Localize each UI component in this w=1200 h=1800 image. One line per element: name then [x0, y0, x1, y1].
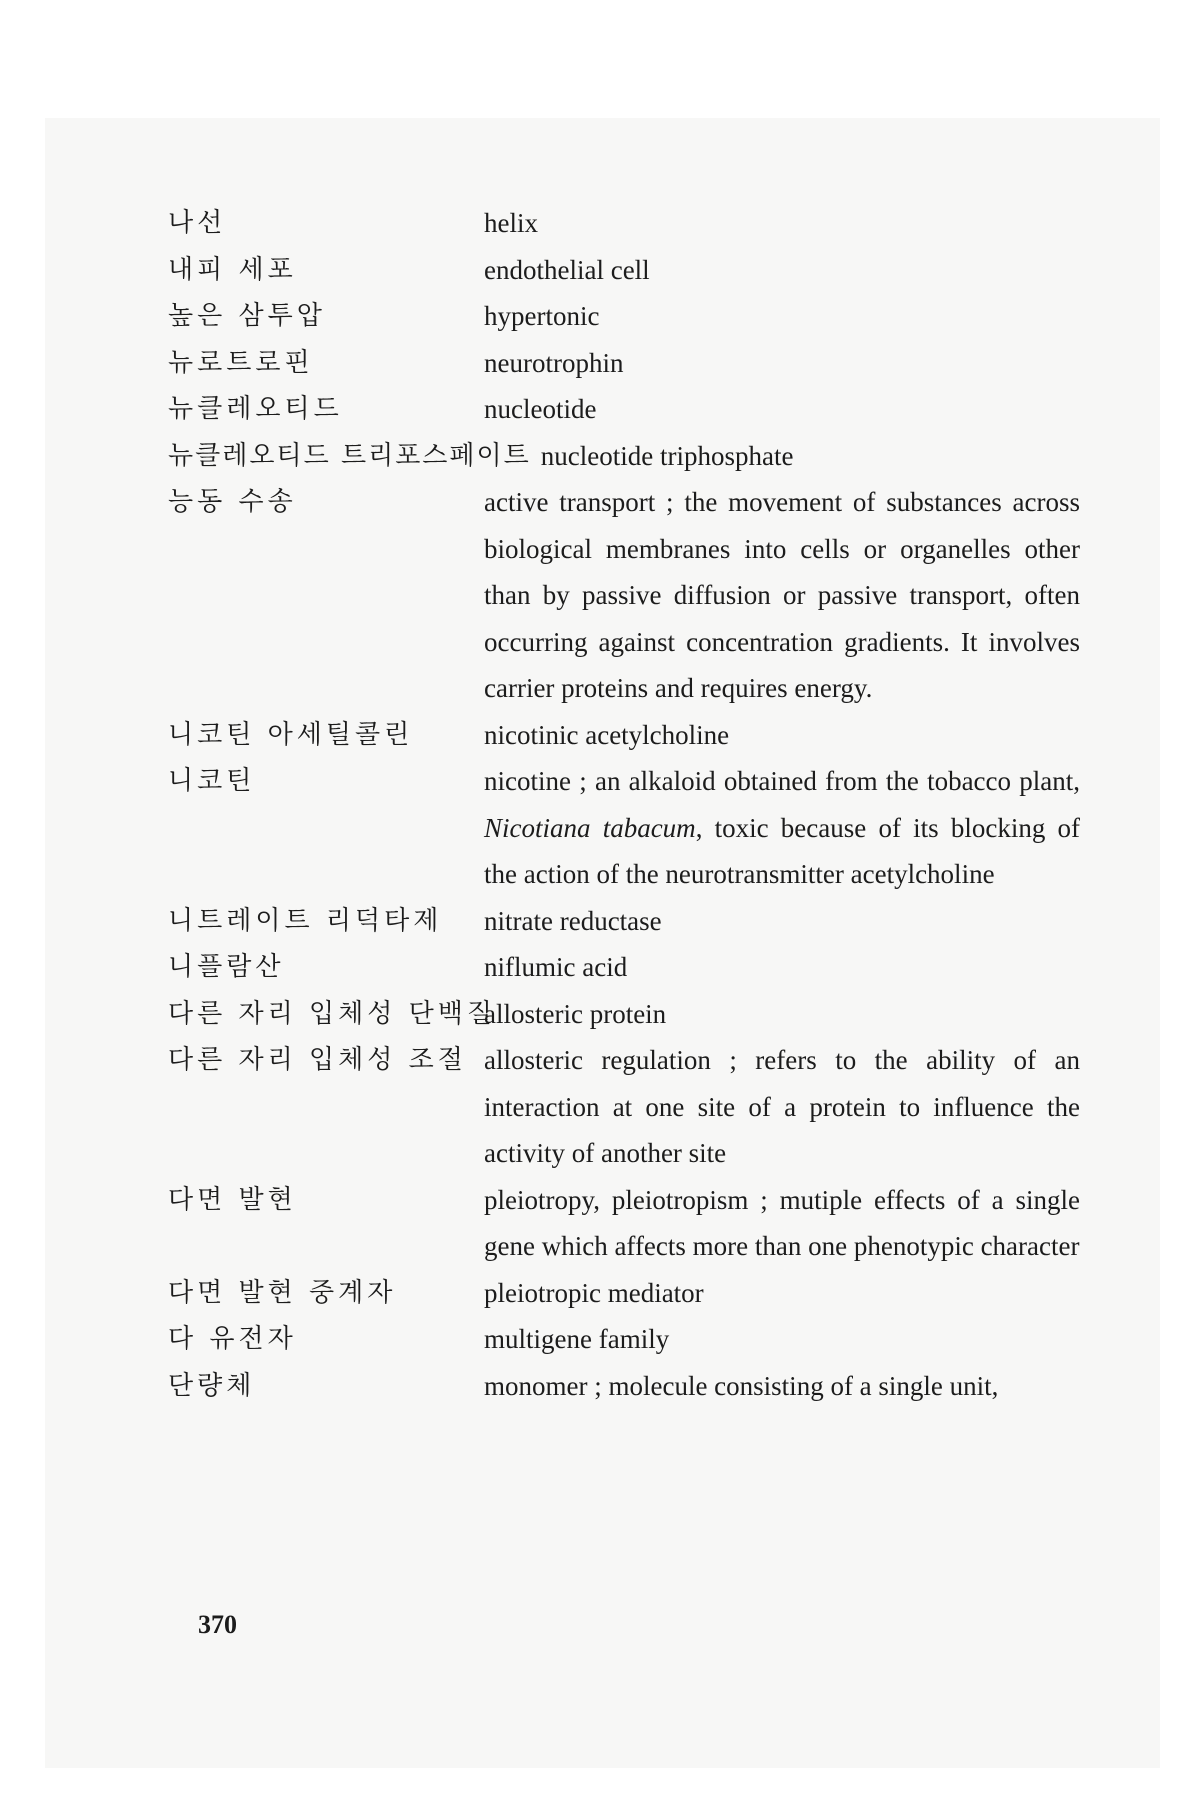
glossary-entry	[168, 200, 1080, 247]
glossary-entry	[168, 1270, 1080, 1317]
term-definition: multigene family	[484, 1324, 670, 1354]
term-korean: 나선	[168, 208, 227, 238]
term-definition: endothelial cell	[484, 254, 650, 285]
term-definition: hypertonic	[484, 301, 600, 331]
term-definition: monomer ; molecule consisting of a single unit,	[484, 1370, 999, 1401]
term-definition: neurotrophin	[484, 347, 624, 378]
term-korean: 다른 자리 입체성 단백질	[168, 998, 496, 1029]
definition-text: , toxic because of its blocking of the action of the neurotransmitter acetylcholine	[484, 812, 1080, 889]
definition-text: nicotine ; an alkaloid obtained from the tobacco plant,	[484, 766, 1080, 796]
term-korean: 다면 발현 중계자	[168, 1277, 397, 1308]
term-korean: 니플람산	[168, 952, 285, 982]
term-definition: allosteric regulation ; refers to the ability of an interaction at one site of a protein to influence the activity of another site	[484, 1045, 1080, 1168]
term-definition: nicotinic acetylcholine	[484, 719, 730, 750]
term-korean: 단량체	[168, 1370, 256, 1401]
term-definition: pleiotropic mediator	[484, 1277, 704, 1308]
glossary-entry	[168, 758, 1080, 898]
term-definition: pleiotropy, pleiotropism ; mutiple effects of a single gene which affects more than one phenotypic character	[484, 1184, 1080, 1261]
term-korean: 능동 수송	[168, 487, 297, 517]
term-definition: nitrate reductase	[484, 905, 662, 936]
term-korean: 뉴로트로핀	[168, 347, 314, 378]
glossary-entry	[168, 944, 1080, 991]
page-number: 370	[198, 1610, 237, 1639]
glossary-entry	[168, 247, 1080, 294]
term-korean: 다른 자리 입체성 조절	[168, 1045, 467, 1075]
glossary-entry	[168, 479, 1080, 712]
glossary-entry	[168, 1363, 1080, 1410]
species-name: Nicotiana tabacum	[484, 812, 696, 843]
glossary-entry	[168, 1177, 1080, 1270]
term-korean: 다면 발현	[168, 1184, 297, 1215]
term-definition: helix	[484, 208, 538, 238]
glossary-entry	[168, 293, 1080, 340]
glossary-entry	[168, 712, 1080, 759]
term-korean: 내피 세포	[168, 254, 297, 285]
term-korean: 다 유전자	[168, 1324, 297, 1354]
term-korean: 뉴클레오티드	[168, 394, 343, 424]
glossary-list	[168, 200, 1080, 1409]
term-definition: nucleotide	[484, 394, 597, 424]
term-definition: active transport ; the movement of substances across biological membranes into cells or organelles other than by passive diffusion or passive transport, often occurring against concentration gradients. It involves carrier proteins and requires energy.	[484, 487, 1080, 703]
term-korean: 니코틴 아세틸콜린	[168, 719, 414, 750]
glossary-entry	[168, 386, 1080, 433]
term-korean: 니코틴	[168, 766, 256, 796]
glossary-entry	[168, 340, 1080, 387]
glossary-entry	[168, 433, 1080, 480]
glossary-entry	[168, 898, 1080, 945]
term-korean: 높은 삼투압	[168, 301, 326, 331]
term-definition: allosteric protein	[484, 998, 667, 1029]
glossary-entry	[168, 1316, 1080, 1363]
term-definition: niflumic acid	[484, 952, 628, 982]
term-korean: 뉴클레오티드 트리포스페이트	[168, 440, 531, 471]
term-korean: 니트레이트 리덕타제	[168, 905, 443, 936]
term-definition	[484, 758, 1080, 898]
term-definition: nucleotide triphosphate	[540, 440, 794, 471]
glossary-entry	[168, 991, 1080, 1038]
glossary-entry	[168, 1037, 1080, 1177]
